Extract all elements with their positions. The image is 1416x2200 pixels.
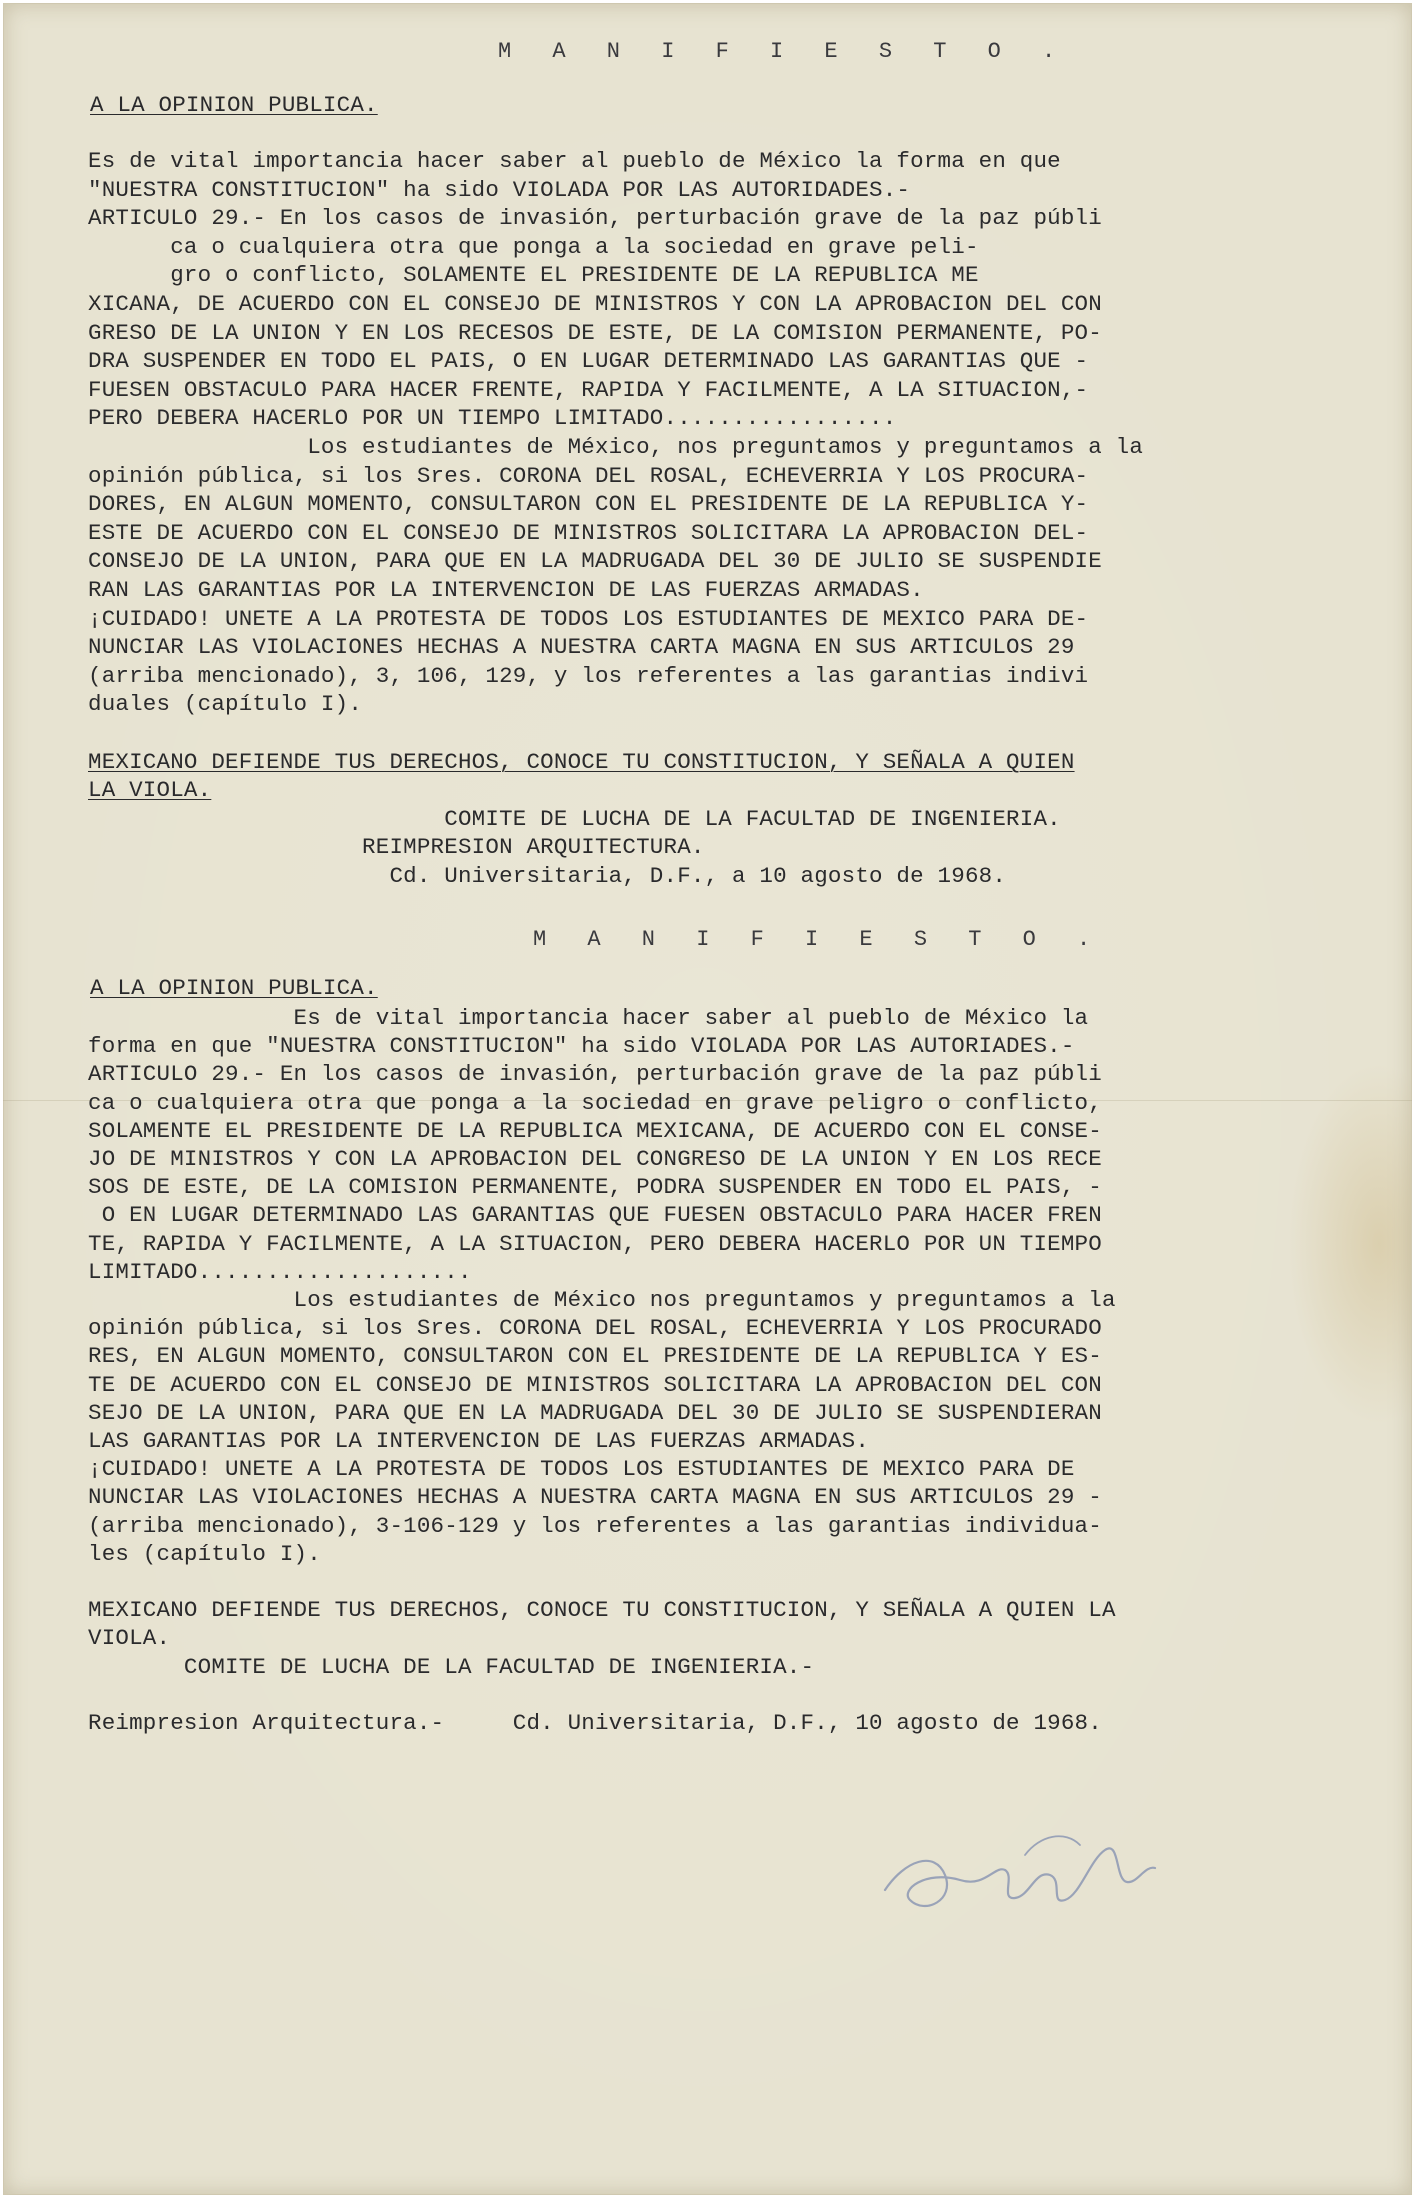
manifesto2-line: ca o cualquiera otra que ponga a la sociedad en grave peligro o conflicto,	[88, 1089, 1102, 1116]
manifesto1-line: REIMPRESION ARQUITECTURA.	[88, 834, 705, 861]
manifesto2-line: Reimpresion Arquitectura.- Cd. Universitaria, D.F., 10 agosto de 1968.	[88, 1710, 1102, 1736]
manifesto1-line: NUNCIAR LAS VIOLACIONES HECHAS A NUESTRA CARTA MAGNA EN SUS ARTICULOS 29	[88, 634, 1075, 661]
manifesto2-line: SOS DE ESTE, DE LA COMISION PERMANENTE, PODRA SUSPENDER EN TODO EL PAIS, -	[88, 1174, 1102, 1201]
manifesto2-line: NUNCIAR LAS VIOLACIONES HECHAS A NUESTRA CARTA MAGNA EN SUS ARTICULOS 29 -	[88, 1484, 1102, 1511]
manifesto1-line: ESTE DE ACUERDO CON EL CONSEJO DE MINISTROS SOLICITARA LA APROBACION DEL-	[88, 519, 1089, 546]
manifesto2-line: RES, EN ALGUN MOMENTO, CONSULTARON CON EL PRESIDENTE DE LA REPUBLICA Y ES-	[88, 1343, 1102, 1370]
handwritten-signature	[865, 1820, 1165, 1930]
manifesto2-line: opinión pública, si los Sres. CORONA DEL ROSAL, ECHEVERRIA Y LOS PROCURADO	[88, 1315, 1102, 1342]
manifesto2-line: JO DE MINISTROS Y CON LA APROBACION DEL CONGRESO DE LA UNION Y EN LOS RECE	[88, 1146, 1102, 1172]
manifesto1-line: gro o conflicto, SOLAMENTE EL PRESIDENTE DE LA REPUBLICA ME	[88, 262, 979, 289]
manifesto2-line: forma en que "NUESTRA CONSTITUCION" ha sido VIOLADA POR LAS AUTORIADES.-	[88, 1033, 1075, 1060]
manifesto1-line: COMITE DE LUCHA DE LA FACULTAD DE INGENIERIA.	[88, 805, 1061, 832]
manifesto2-line: TE, RAPIDA Y FACILMENTE, A LA SITUACION, PERO DEBERA HACERLO POR UN TIEMPO	[88, 1230, 1102, 1257]
manifesto2-line: MEXICANO DEFIENDE TUS DERECHOS, CONOCE TU CONSTITUCION, Y SEÑALA A QUIEN LA	[88, 1597, 1116, 1624]
manifesto1-line: XICANA, DE ACUERDO CON EL CONSEJO DE MINISTROS Y CON LA APROBACION DEL CON	[88, 291, 1102, 317]
manifesto-1-title: M A N I F I E S T O .	[498, 39, 1070, 64]
manifesto1-line: duales (capítulo I).	[88, 691, 363, 718]
manifesto2-line: Es de vital importancia hacer saber al pueblo de México la	[88, 1005, 1089, 1031]
manifesto1-line: (arriba mencionado), 3, 106, 129, y los referentes a las garantias indivi	[88, 662, 1089, 689]
manifesto2-line: ARTICULO 29.- En los casos de invasión, perturbación grave de la paz públi	[88, 1061, 1102, 1088]
manifesto2-line: COMITE DE LUCHA DE LA FACULTAD DE INGENIERIA.-	[88, 1653, 815, 1680]
manifesto1-line: ca o cualquiera otra que ponga a la sociedad en grave peli-	[88, 233, 979, 260]
manifesto1-line: RAN LAS GARANTIAS POR LA INTERVENCION DE LAS FUERZAS ARMADAS.	[88, 577, 924, 603]
manifesto1-line: DRA SUSPENDER EN TODO EL PAIS, O EN LUGAR DETERMINADO LAS GARANTIAS QUE -	[88, 348, 1089, 375]
manifesto2-line: O EN LUGAR DETERMINADO LAS GARANTIAS QUE FUESEN OBSTACULO PARA HACER FREN	[88, 1202, 1102, 1229]
manifesto2-line: SEJO DE LA UNION, PARA QUE EN LA MADRUGADA DEL 30 DE JULIO SE SUSPENDIERAN	[88, 1399, 1102, 1426]
manifesto-1-salutation: A LA OPINION PUBLICA.	[90, 92, 378, 118]
manifesto2-line: les (capítulo I).	[88, 1540, 321, 1567]
manifesto-2-title: M A N I F I E S T O .	[533, 927, 1105, 952]
manifesto1-line: FUESEN OBSTACULO PARA HACER FRENTE, RAPIDA Y FACILMENTE, A LA SITUACION,-	[88, 376, 1089, 403]
manifesto1-line: PERO DEBERA HACERLO POR UN TIEMPO LIMITADO.................	[88, 405, 897, 432]
manifesto1-line: DORES, EN ALGUN MOMENTO, CONSULTARON CON EL PRESIDENTE DE LA REPUBLICA Y-	[88, 491, 1089, 518]
manifesto2-line: (arriba mencionado), 3-106-129 y los referentes a las garantias individua-	[88, 1512, 1102, 1539]
manifesto2-line: SOLAMENTE EL PRESIDENTE DE LA REPUBLICA MEXICANA, DE ACUERDO CON EL CONSE-	[88, 1117, 1102, 1144]
manifesto1-line: MEXICANO DEFIENDE TUS DERECHOS, CONOCE TU CONSTITUCION, Y SEÑALA A QUIEN	[88, 748, 1075, 775]
manifesto1-line: LA VIOLA.	[88, 777, 212, 804]
manifesto2-line: TE DE ACUERDO CON EL CONSEJO DE MINISTROS SOLICITARA LA APROBACION DEL CON	[88, 1371, 1102, 1398]
manifesto1-line: Es de vital importancia hacer saber al pueblo de México la forma en que	[88, 148, 1061, 174]
manifesto1-line: opinión pública, si los Sres. CORONA DEL ROSAL, ECHEVERRIA Y LOS PROCURA-	[88, 462, 1089, 489]
manifesto2-line: LAS GARANTIAS POR LA INTERVENCION DE LAS FUERZAS ARMADAS.	[88, 1428, 870, 1454]
manifesto2-line: VIOLA.	[88, 1625, 171, 1652]
manifesto-2-salutation: A LA OPINION PUBLICA.	[90, 975, 378, 1001]
manifesto1-line: ¡CUIDADO! UNETE A LA PROTESTA DE TODOS LOS ESTUDIANTES DE MEXICO PARA DE-	[88, 605, 1089, 632]
manifesto2-line: Los estudiantes de México nos preguntamos y preguntamos a la	[88, 1287, 1116, 1313]
manifesto1-line: CONSEJO DE LA UNION, PARA QUE EN LA MADRUGADA DEL 30 DE JULIO SE SUSPENDIE	[88, 548, 1102, 575]
manifesto2-line: LIMITADO....................	[88, 1258, 472, 1285]
manifesto1-line: "NUESTRA CONSTITUCION" ha sido VIOLADA POR LAS AUTORIDADES.-	[88, 176, 911, 203]
manifesto1-line: Cd. Universitaria, D.F., a 10 agosto de 1968.	[88, 863, 1007, 889]
manifesto1-line: Los estudiantes de México, nos preguntamos y preguntamos a la	[88, 434, 1144, 460]
manifesto1-line: GRESO DE LA UNION Y EN LOS RECESOS DE ESTE, DE LA COMISION PERMANENTE, PO-	[88, 319, 1102, 346]
manifesto1-line: ARTICULO 29.- En los casos de invasión, perturbación grave de la paz públi	[88, 205, 1102, 232]
manifesto2-line: ¡CUIDADO! UNETE A LA PROTESTA DE TODOS LOS ESTUDIANTES DE MEXICO PARA DE	[88, 1456, 1075, 1483]
